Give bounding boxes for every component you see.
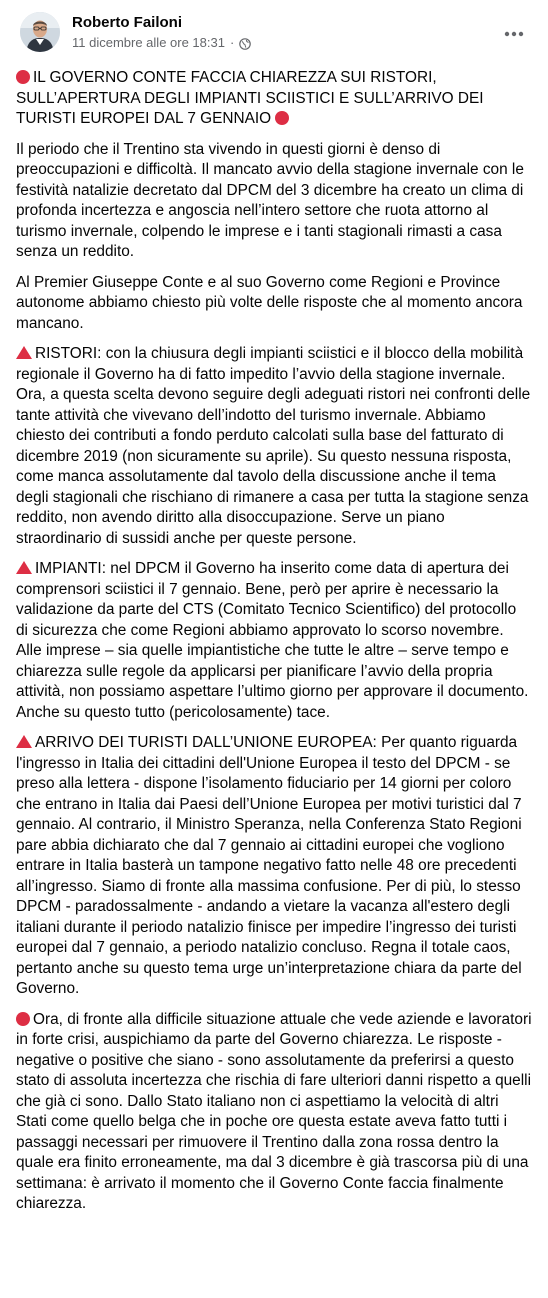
paragraph-text: IMPIANTI: nel DPCM il Governo ha inserito come data di apertura dei comprensori sciistici il 7 gennaio. Bene, però per aprire è necessario la validazione da parte del CTS (Comitato Tecnico Scientifico) del protocollo di sicurezza che come Regioni abbiamo approvato lo scorso novembre. Alle imprese – sia quelle impiantistiche che tutte le altre – serve tempo e chiarezza sulle regole da applicarsi per pianificare l’avvio della propria attività, non possiamo aspettare l’ultimo giorno per approvare il documento. Anche su questo tutto (pericolosamente) tace. [16,560,529,721]
red-circle-emoji [275,111,289,125]
red-triangle-emoji [16,561,32,574]
red-circle-emoji [16,1012,30,1026]
more-options-icon[interactable] [496,16,532,52]
post-paragraph-intro [16,140,532,263]
paragraph-text: ARRIVO DEI TURISTI DALL’UNIONE EUROPEA: Per quanto riguarda l'ingresso in Italia dei cittadini dell'Unione Europea il testo del DPCM - se preso alla lettera - dispone l’isolamento fiduciario per 14 giorni per coloro che entrano in Italia dai Paesi dell’Unione Europea per motivi turistici dal 7 gennaio. Al contrario, il Ministro Speranza, nella Conferenza Stato Regioni pare abbia dichiarato che dal 7 gennaio ai cittadini europei che vogliono entrare in Italia basterà un tampone negativo fatto nelle 48 ore precedenti all’ingresso. Siamo di fronte alla massima confusione. Per di più, lo stesso DPCM - paradossalmente - andando a vietare la vacanza all'estero degli italiani durante il periodo natalizio finisce per impedire l’ingresso dei turisti europei dal 7 gennaio, a periodo natalizio concluso. Regna il totale caos, pertanto anche su questo tema urge un’interpretazione chiara da parte del Governo. [16,734,522,997]
post-paragraph-impianti [16,559,532,723]
red-triangle-emoji [16,346,32,359]
post-meta [72,34,251,52]
author-name[interactable]: Roberto Failoni [72,14,182,31]
red-triangle-emoji [16,735,32,748]
meta-separator: · [229,35,235,50]
post-timestamp[interactable]: 11 dicembre alle ore 18:31 [72,35,225,50]
paragraph-text: Ora, di fronte alla difficile situazione attuale che vede aziende e lavoratori in forte crisi, auspichiamo da parte del Governo chiarezza. Le risposte - negative o positive che siano - sono assolutamente da preferirsi a questo stato di assoluta incertezza che rischia di fare ulteriori danni rispetto a quelli che già ci sono. Dallo Stato italiano non ci aspettiamo la velocità di altri Stati come quello belga che in poche ore questa estate aveva fatto tutti i passaggi necessari per rimuovere il Trentino dalla zona rossa dentro la quale era finito erroneamente, ma dal 3 dicembre è già trascorsa più di una settimana: è arrivato il momento che il Governo Conte faccia finalmente chiarezza. [16,1010,532,1212]
globe-icon[interactable] [239,37,251,49]
paragraph-text: RISTORI: con la chiusura degli impianti sciistici e il blocco della mobilità regionale il Governo ha di fatto impedito l’avvio della stagione invernale. Ora, a questa scelta devono seguire degli adeguati ristori nei confronti delle tante attività che vivevano dell’indotto del turismo invernale. Abbiamo chiesto dei contributi a fondo perduto calcolati sulla base del fatturato di dicembre 2019 (non sicuramente su aprile). Su questo nessuna risposta, come manca assolutamente dal tavolo della discussione anche il tema degli stagionali che rischiano di rimanere a casa per tutta la stagione senza reddito, non avendo diritto alla disoccupazione. Serve un piano straordinario di sussidi anche per queste persone. [16,345,531,547]
paragraph-text: Il periodo che il Trentino sta vivendo in questi giorni è denso di preoccupazioni e difficoltà. Il mancato avvio della stagione invernale con le festività natalizie decretato dal DPCM del 3 dicembre ha creato un clima di profonda incertezza e angoscia nell’intero settore che ruota attorno al turismo invernale, colpendo le imprese e i tanti stagionali rimasti a casa senza un reddito. [16,140,524,260]
post-headline [16,68,532,130]
avatar-image [20,12,60,52]
avatar[interactable] [20,12,60,52]
post-paragraph-requests [16,273,532,335]
red-circle-emoji [16,70,30,84]
post-paragraph-conclusion [16,1010,532,1215]
headline-text: IL GOVERNO CONTE FACCIA CHIAREZZA SUI RISTORI, SULL’APERTURA DEGLI IMPIANTI SCIISTICI E SULL’ARRIVO DEI TURISTI EUROPEI DAL 7 GENNAIO [16,69,484,127]
post-header [16,12,532,60]
post-paragraph-turisti [16,733,532,1000]
post-paragraph-ristori [16,344,532,549]
paragraph-text: Al Premier Giuseppe Conte e al suo Governo come Regioni e Province autonome abbiamo chiesto più volte delle risposte che al momento ancora mancano. [16,273,523,332]
post-body [16,68,532,1215]
